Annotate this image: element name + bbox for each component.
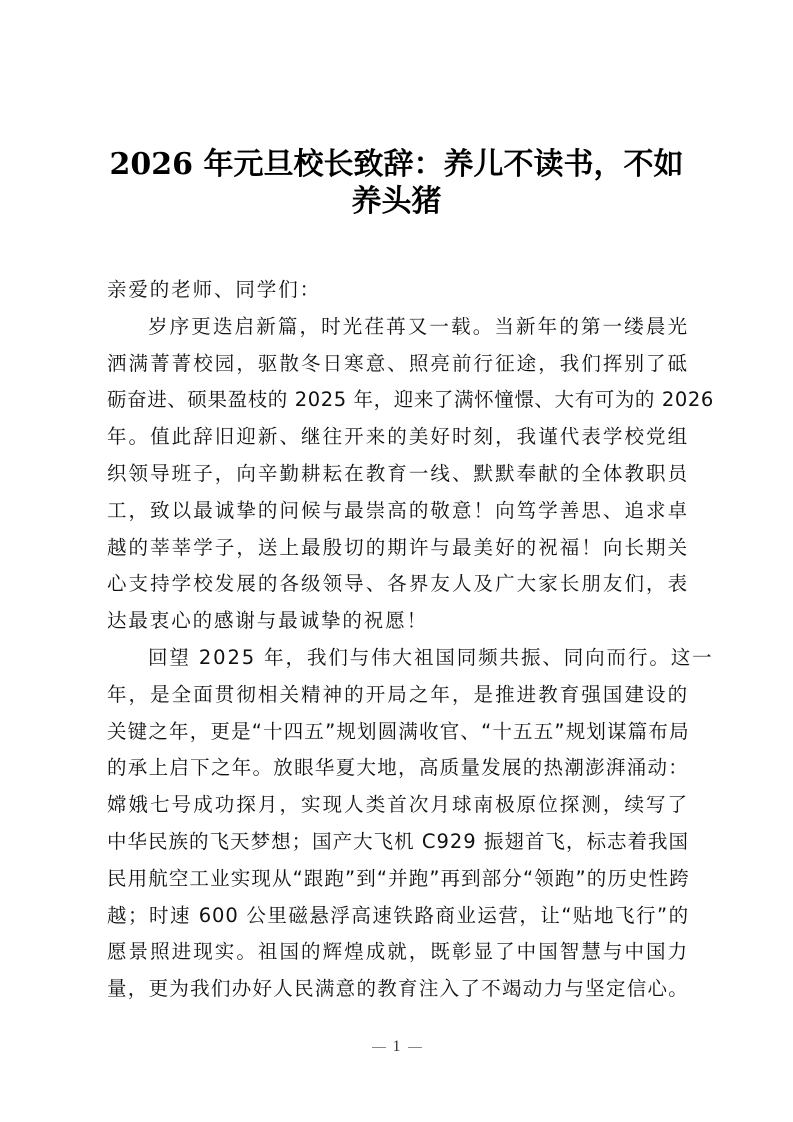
footer-dash-right <box>408 1047 422 1049</box>
paragraph-line: 年，是全面贯彻相关精神的开局之年，是推进教育强国建设的 <box>107 682 689 706</box>
paragraph-line: 愿景照进现实。祖国的辉煌成就，既彰显了中国智慧与中国力 <box>107 940 689 964</box>
paragraph-1 <box>107 309 714 640</box>
paragraph-line: 洒满菁菁校园，驱散冬日寒意、照亮前行征途，我们挥别了砥 <box>107 351 689 375</box>
paragraph-line: 回望 2025 年，我们与伟大祖国同频共振、同向而行。这一 <box>147 645 714 669</box>
title-line-1: 2026 年元旦校长致辞：养儿不读书，不如 <box>109 147 684 182</box>
paragraph-line: 嫦娥七号成功探月，实现人类首次月球南极原位探测，续写了 <box>107 793 689 817</box>
paragraph-2 <box>107 640 714 1008</box>
paragraph-line: 关键之年，更是“十四五”规划圆满收官、“十五五”规划谋篇布局 <box>107 719 689 743</box>
paragraph-line: 工，致以最诚挚的问候与最崇高的敬意！向笃学善思、追求卓 <box>107 498 689 522</box>
page-footer <box>0 1038 793 1056</box>
paragraph-line: 的承上启下之年。放眼华夏大地，高质量发展的热潮澎湃涌动： <box>107 756 689 780</box>
paragraph-line: 织领导班子，向辛勤耕耘在教育一线、默默奉献的全体教职员 <box>107 461 689 485</box>
document-title <box>100 146 693 220</box>
paragraph-line: 量，更为我们办好人民满意的教育注入了不竭动力与坚定信心。 <box>107 977 689 1001</box>
paragraph-line: 中华民族的飞天梦想；国产大飞机 C929 振翅首飞，标志着我国 <box>107 829 689 853</box>
paragraph-line: 达最衷心的感谢与最诚挚的祝愿！ <box>107 609 429 633</box>
footer-dash-left <box>372 1047 386 1049</box>
paragraph-line: 岁序更迭启新篇，时光荏苒又一载。当新年的第一缕晨光 <box>147 314 689 338</box>
title-line-2: 养头猪 <box>351 184 442 219</box>
document-body <box>107 272 714 1008</box>
paragraph-line: 心支持学校发展的各级领导、各界友人及广大家长朋友们，表 <box>107 572 689 596</box>
paragraph-line: 越的莘莘学子，送上最殷切的期许与最美好的祝福！向长期关 <box>107 535 689 559</box>
salutation: 亲爱的老师、同学们： <box>107 278 322 301</box>
paragraph-line: 砺奋进、硕果盈枝的 2025 年，迎来了满怀憧憬、大有可为的 2026 <box>107 388 714 412</box>
page-number: 1 <box>392 1038 401 1055</box>
paragraph-line: 民用航空工业实现从“跟跑”到“并跑”再到部分“领跑”的历史性跨 <box>107 866 689 890</box>
paragraph-line: 越；时速 600 公里磁悬浮高速铁路商业运营，让“贴地飞行”的 <box>107 903 689 927</box>
paragraph-line: 年。值此辞旧迎新、继往开来的美好时刻，我谨代表学校党组 <box>107 425 689 449</box>
